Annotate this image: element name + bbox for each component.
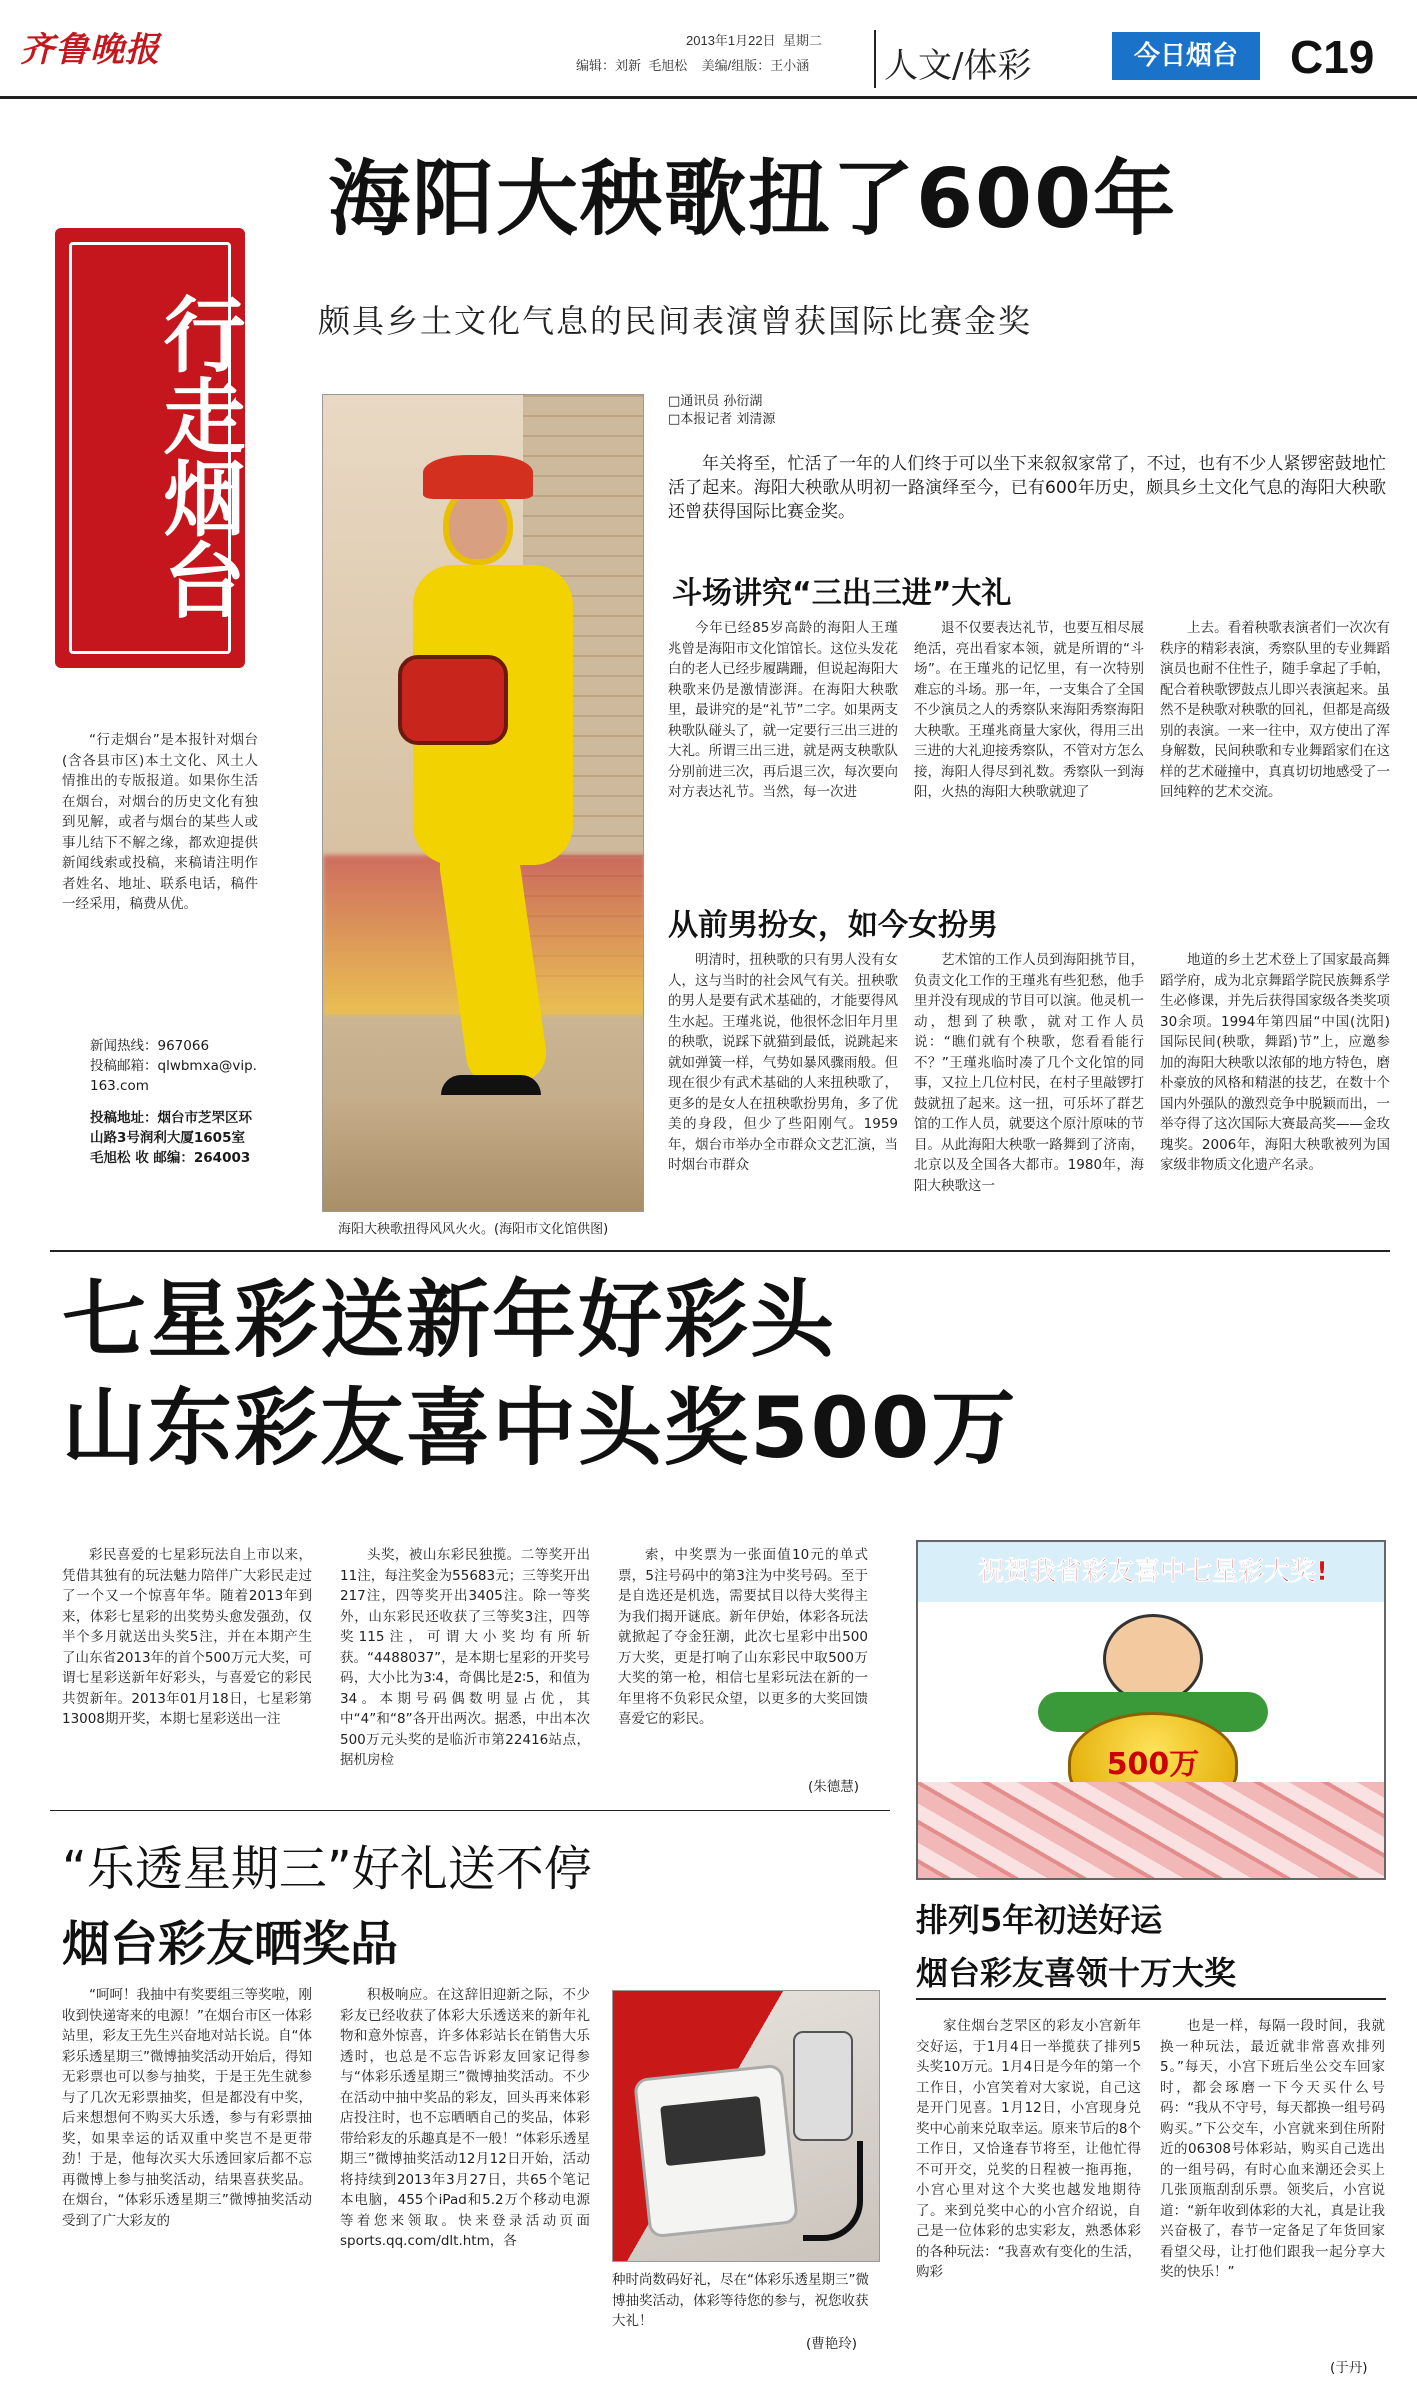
story3-credit: (曹艳玲) (806, 2336, 858, 2352)
story2-credit: (朱德慧) (808, 1779, 860, 1795)
section-name: 人文/体彩 (884, 46, 1032, 86)
story2-col3 (618, 1545, 868, 1775)
byline-reporter: □本报记者 刘清源 (668, 412, 776, 427)
masthead-divider (874, 30, 876, 88)
cartoon-character-head (1103, 1614, 1203, 1704)
story1-photo-caption: 海阳大秧歌扭得风风火火。(海阳市文化馆供图) (338, 1222, 609, 1237)
story4-rule (916, 1998, 1386, 2000)
s2-col1 (668, 950, 898, 1240)
story2-col2-text: 头奖，被山东彩民独揽。二等奖开出11注，每注奖金为55683元；三等奖开出217注，四等奖开出3405注。除一等奖外，山东彩民还收获了三等奖3注，四等奖115注，可谓大小奖均有所斩获。“4488037”，是本期七星彩的开奖号码，大小比为3∶4，奇偶比是2∶5，和值为34。本期号码偶数明显占优，其中“4”和“8”各开出两次。据悉，中出本次500万元头奖的是临沂市第22416站点，据机房检 (340, 1547, 590, 1768)
s1-col1 (668, 618, 898, 868)
masthead-editors: 编辑：刘新 毛旭松 美编/组版：王小涵 (576, 58, 810, 73)
masthead-rule (0, 96, 1417, 99)
story3-photo (612, 1990, 880, 2262)
story3-title-line1: “乐透星期三”好礼送不停 (62, 1841, 592, 1897)
story3-col2-text: 积极响应。在这辞旧迎新之际，不少彩友已经收获了体彩大乐透送来的新年礼物和意外惊喜，许多体彩站长在销售大乐透时，也总是不忘告诉彩友回家记得参与“体彩乐透星期三”微博抽奖活动。不少在活动中抽中奖品的彩友，回头再来体彩店投注时，也不忘晒晒自己的奖品，体彩带给彩友的乐趣真是不一般！“体彩乐透星期三”微博抽奖活动12月12日开始，活动将持续到2013年3月27日，共65个笔记本电脑，455个iPad和5.2万个移动电源等着您来领取。快来登录活动页面sports.qq.com/dlt.htm，各 (340, 1987, 590, 2249)
section-divider-2 (50, 1810, 890, 1811)
cartoon-banner-text: 祝贺我省彩友喜中七星彩大奖! (978, 1557, 1328, 1587)
story1-subtitle: 颇具乡土文化气息的民间表演曾获国际比赛金奖 (318, 302, 1033, 340)
story3-photo-caption: 种时尚数码好礼，尽在“体彩乐透星期三”微博抽奖活动，体彩等待您的参与，祝您收获大礼！ (612, 2272, 869, 2329)
lottery-cartoon (916, 1540, 1386, 1880)
story3-col2 (340, 1985, 590, 2371)
story1-section1-title: 斗场讲究“三出三进”大礼 (672, 576, 1012, 611)
story3-col1-text: “呵呵！我抽中有奖要组三等奖啦，刚收到快递寄来的电源！”在烟台市区一体彩站里，彩友王先生兴奋地对站长说。自“体彩乐透星期三”微博抽奖活动开始后，得知无彩票也可以参与抽奖，于是王先生就参与了几次无彩票抽奖，但是都没有中奖，后来想想何不购买大乐透，参与有彩票抽奖，如果幸运的话双重中奖岂不是更带劲！于是，他每次买大乐透回家后都不忘再微博上参与抽奖活动，结果喜获奖品。在烟台，“体彩乐透星期三”微博抽奖活动受到了广大彩友的 (62, 1987, 312, 2229)
today-badge (1112, 32, 1260, 80)
s2-col1-text: 明清时，扭秧歌的只有男人没有女人，这与当时的社会风气有关。扭秧歌的男人是要有武术基础的，才能要得风生水起。王瑾兆说，他很怀念旧年月里的秧歌，说踩下就猫到最低，说跳起来就如弹簧一样，气势如暴风骤雨般。但现在很少有武术基础的人来扭秧歌了，更多的是女人在扭秧歌扮男角，多了优美的身段，但少了些阳刚气。1959年，烟台市举办全市群众文艺汇演，当时烟台市群众 (668, 952, 898, 1173)
column-tag-intro (62, 730, 258, 1030)
column-tag-stamp (55, 228, 245, 668)
column-tag-intro-text: “行走烟台”是本报针对烟台(含各县市区)本土文化、风土人情推出的专版报道。如果你生活在烟台，对烟台的历史文化有独到见解，或者与烟台的某些人或事儿结下不解之缘，都欢迎提供新闻线索或投稿，来稿请注明作者姓名、地址、联系电话，稿件一经采用，稿费从优。 (62, 732, 258, 912)
s2-col2-text: 艺术馆的工作人员到海阳挑节目，负责文化工作的王瑾兆有些犯愁，他手里并没有现成的节目可以演。他灵机一动，想到了秧歌，就对工作人员说：“瞧们就有个秧歌，您看看能行不？”王瑾兆临时凑了几个文化馆的同事，又拉上几位村民，在村子里敲锣打鼓就扭了起来。这一扭，可乐坏了群艺馆的工作人员，就要这个原汁原味的节目。从此海阳大秧歌一路舞到了济南，北京以及全国各大都市。1980年，海阳大秧歌这一 (914, 952, 1144, 1194)
story2-title-line1: 七星彩送新年好彩头 (62, 1271, 837, 1369)
masthead-brand: 齐鲁晚报 (20, 30, 160, 70)
address: 投稿地址：烟台市芝罘区环山路3号润利大厦1605室 毛旭松 收 邮编：264003 (90, 1110, 252, 1166)
s1-col2 (914, 618, 1144, 868)
performer-headdress (423, 455, 533, 499)
story2-title-line2: 山东彩友喜中头奖500万 (62, 1379, 1018, 1477)
story3-title-line2: 烟台彩友晒奖品 (62, 1916, 399, 1972)
story2-col1 (62, 1545, 312, 1795)
hotline: 新闻热线：967066 (90, 1038, 210, 1054)
column-tag-contacts (62, 1036, 258, 1168)
story4-title-line1: 排列5年初送好运 (916, 1901, 1163, 1939)
power-bank-screen (660, 2096, 766, 2166)
shadow-ground (323, 1095, 644, 1212)
email: 投稿邮箱：qlwbmxa@vip.163.com (90, 1058, 257, 1094)
story4-col2-text: 也是一样，每隔一段时间，我就换一种玩法，最近就非常喜欢排列5。”每天，小宫下班后坐公交车回家时，都会琢磨一下今天买什么号码：“我从不守号，每天都换一组号码购买。”下公交车，小宫就来到住所附近的06308号体彩站，购买自己选出的一组号码，有时心血来潮还会买上几张顶瓶刮刮乐票。领奖后，小宫说道：“新年收到体彩的大礼，真是让我兴奋极了，春节一定备足了年货回家看望父母，让打他们跟我一起分享大奖的快乐！” (1160, 2018, 1385, 2280)
story1-section2-title: 从前男扮女，如今女扮男 (668, 908, 998, 943)
story4-col2 (1160, 2016, 1385, 2356)
masthead-date (686, 30, 822, 49)
byline-correspondent: □通讯员 孙衍湖 (668, 394, 763, 409)
story4-col1-text: 家住烟台芝罘区的彩友小宫新年交好运，于1月4日一举揽获了排列5头奖10万元。1月4日是今年的第一个工作日，小宫笑着对大家说，自己这是开门见喜。1月12日，小宫现身兑奖中心前来兑取幸运。原来节后的8个工作日，又恰逢春节将至，让他忙得不可开交，兑奖的日程被一拖再拖，小宫心里对这个大奖也越发地期待了。来到兑奖中心的小宫介绍说，自己是一位体彩的忠实彩友，熟悉体彩的各种玩法：“我喜欢有变化的生活，购彩 (916, 2018, 1141, 2280)
s1-col3 (1160, 618, 1390, 868)
gold-ingot-amount: 500万 (1106, 1747, 1200, 1782)
s1-col3-text: 上去。看着秧歌表演者们一次次有秩序的精彩表演，秀察队里的专业舞蹈演员也耐不住性子，随手拿起了手帕，配合着秧歌锣鼓点儿即兴表演起来。虽然不是秧歌对秧歌的回礼，但都是高级别的表演。一来一往中，双方使出了浑身解数，民间秧歌和专业舞蹈家们在这样的艺术碰撞中，真真切切地感受了一回纯粹的艺术交流。 (1160, 620, 1390, 800)
story4-title-line2: 烟台彩友喜领十万大奖 (916, 1954, 1237, 1992)
date: 2013年1月22日 (686, 33, 776, 48)
cartoon-banner (918, 1542, 1386, 1602)
page-number: C19 (1290, 31, 1375, 83)
today-badge-label: 今日烟台 (1133, 41, 1238, 71)
s2-col3 (1160, 950, 1390, 1240)
section-divider-1 (50, 1250, 1390, 1252)
s1-col2-text: 退不仅要表达礼节，也要互相尽展绝活，亮出看家本领，就是所谓的“斗场”。在王瑾兆的记忆里，有一次特别难忘的斗场。那一年，一支集合了全国不少演员之人的秀察队来海阳秀察海阳大秧歌。王瑾兆商量大家伙，得用三出三进的大礼迎接秀察队，不管对方怎么接，海阳人得尽到礼数。秀察队一到海阳，火热的海阳大秧歌就迎了 (914, 620, 1144, 800)
s2-col2 (914, 950, 1144, 1240)
story2-col1-text: 彩民喜爱的七星彩玩法自上市以来，凭借其独有的玩法魅力陪伴广大彩民走过了一个又一个惊喜年华。随着2013年到来，体彩七星彩的出奖势头愈发强劲，仅半个多月就送出头奖5注，并在本期产生了山东省2013年的首个500万元大奖，可谓七星彩送新年好彩头，与喜爱它的彩民共贺新年。2013年01月18日，七星彩第13008期开奖，本期七星彩送出一注 (62, 1547, 312, 1727)
drum (398, 655, 508, 745)
cable (803, 2141, 863, 2241)
story1-lead (668, 452, 1386, 524)
story1-lead-text: 年关将至，忙活了一年的人们终于可以坐下来叙叙家常了，不过，也有不少人紧锣密鼓地忙活了起来。海阳大秧歌从明初一路演绎至今，已有600年历史，颇具乡土文化气息的海阳大秧歌还曾获得国际比赛金奖。 (668, 454, 1386, 522)
story1-photo (322, 394, 644, 1212)
story2-col3-text: 索，中奖票为一张面值10元的单式票，5注号码中的第3注为中奖号码。至于是自选还是机选，需要拭目以待大奖得主为我们揭开谜底。新年伊始，体彩各玩法就掀起了夺金狂潮，此次七星彩中出500万大奖，更是打响了山东彩民中取500万大奖的第一枪，相信七星彩玩法在新的一年里将不负彩民众望，以更多的大奖回馈喜爱它的彩民。 (618, 1547, 868, 1727)
story1-title: 海阳大秧歌扭了600年 (328, 152, 1178, 247)
story4-credit: (于丹) (1330, 2360, 1368, 2376)
phone-device (793, 2031, 853, 2141)
story1-byline (668, 393, 775, 429)
story2-col2 (340, 1545, 590, 1795)
story4-col1 (916, 2016, 1141, 2356)
column-tag-title: 行走烟台 (150, 292, 246, 620)
weekday: 星期二 (782, 33, 822, 48)
s1-col1-text: 今年已经85岁高龄的海阳人王瑾兆曾是海阳市文化馆馆长。这位头发花白的老人已经步履蹒跚，但说起海阳大秧歌来仍是激情澎湃。在海阳大秧歌里，最讲究的是“礼节”二字。如果两支秧歌队碰头了，就一定要行三出三进的大礼。所谓三出三进，就是两支秧歌队分别前进三次，再后退三次，每次要向对方表达礼节。当然，每一次进 (668, 620, 898, 800)
s2-col3-text: 地道的乡土艺术登上了国家最高舞蹈学府，成为北京舞蹈学院民族舞系学生必修课，并先后获得国家级各类奖项30余项。1994年第四届“中国(沈阳)国际民间(秧歌，舞蹈)节”上，应邀参加的海阳大秧歌以浓郁的地方特色，磨朴豪放的风格和精湛的技艺，在数十个国内外强队的激烈竞争中脱颖而出，一举夺得了这次国际大赛最高奖——金玫瑰奖。2006年，海阳大秧歌被列为国家级非物质文化遗产名录。 (1160, 952, 1390, 1173)
story3-col1 (62, 1985, 312, 2371)
money-pile (918, 1782, 1386, 1880)
